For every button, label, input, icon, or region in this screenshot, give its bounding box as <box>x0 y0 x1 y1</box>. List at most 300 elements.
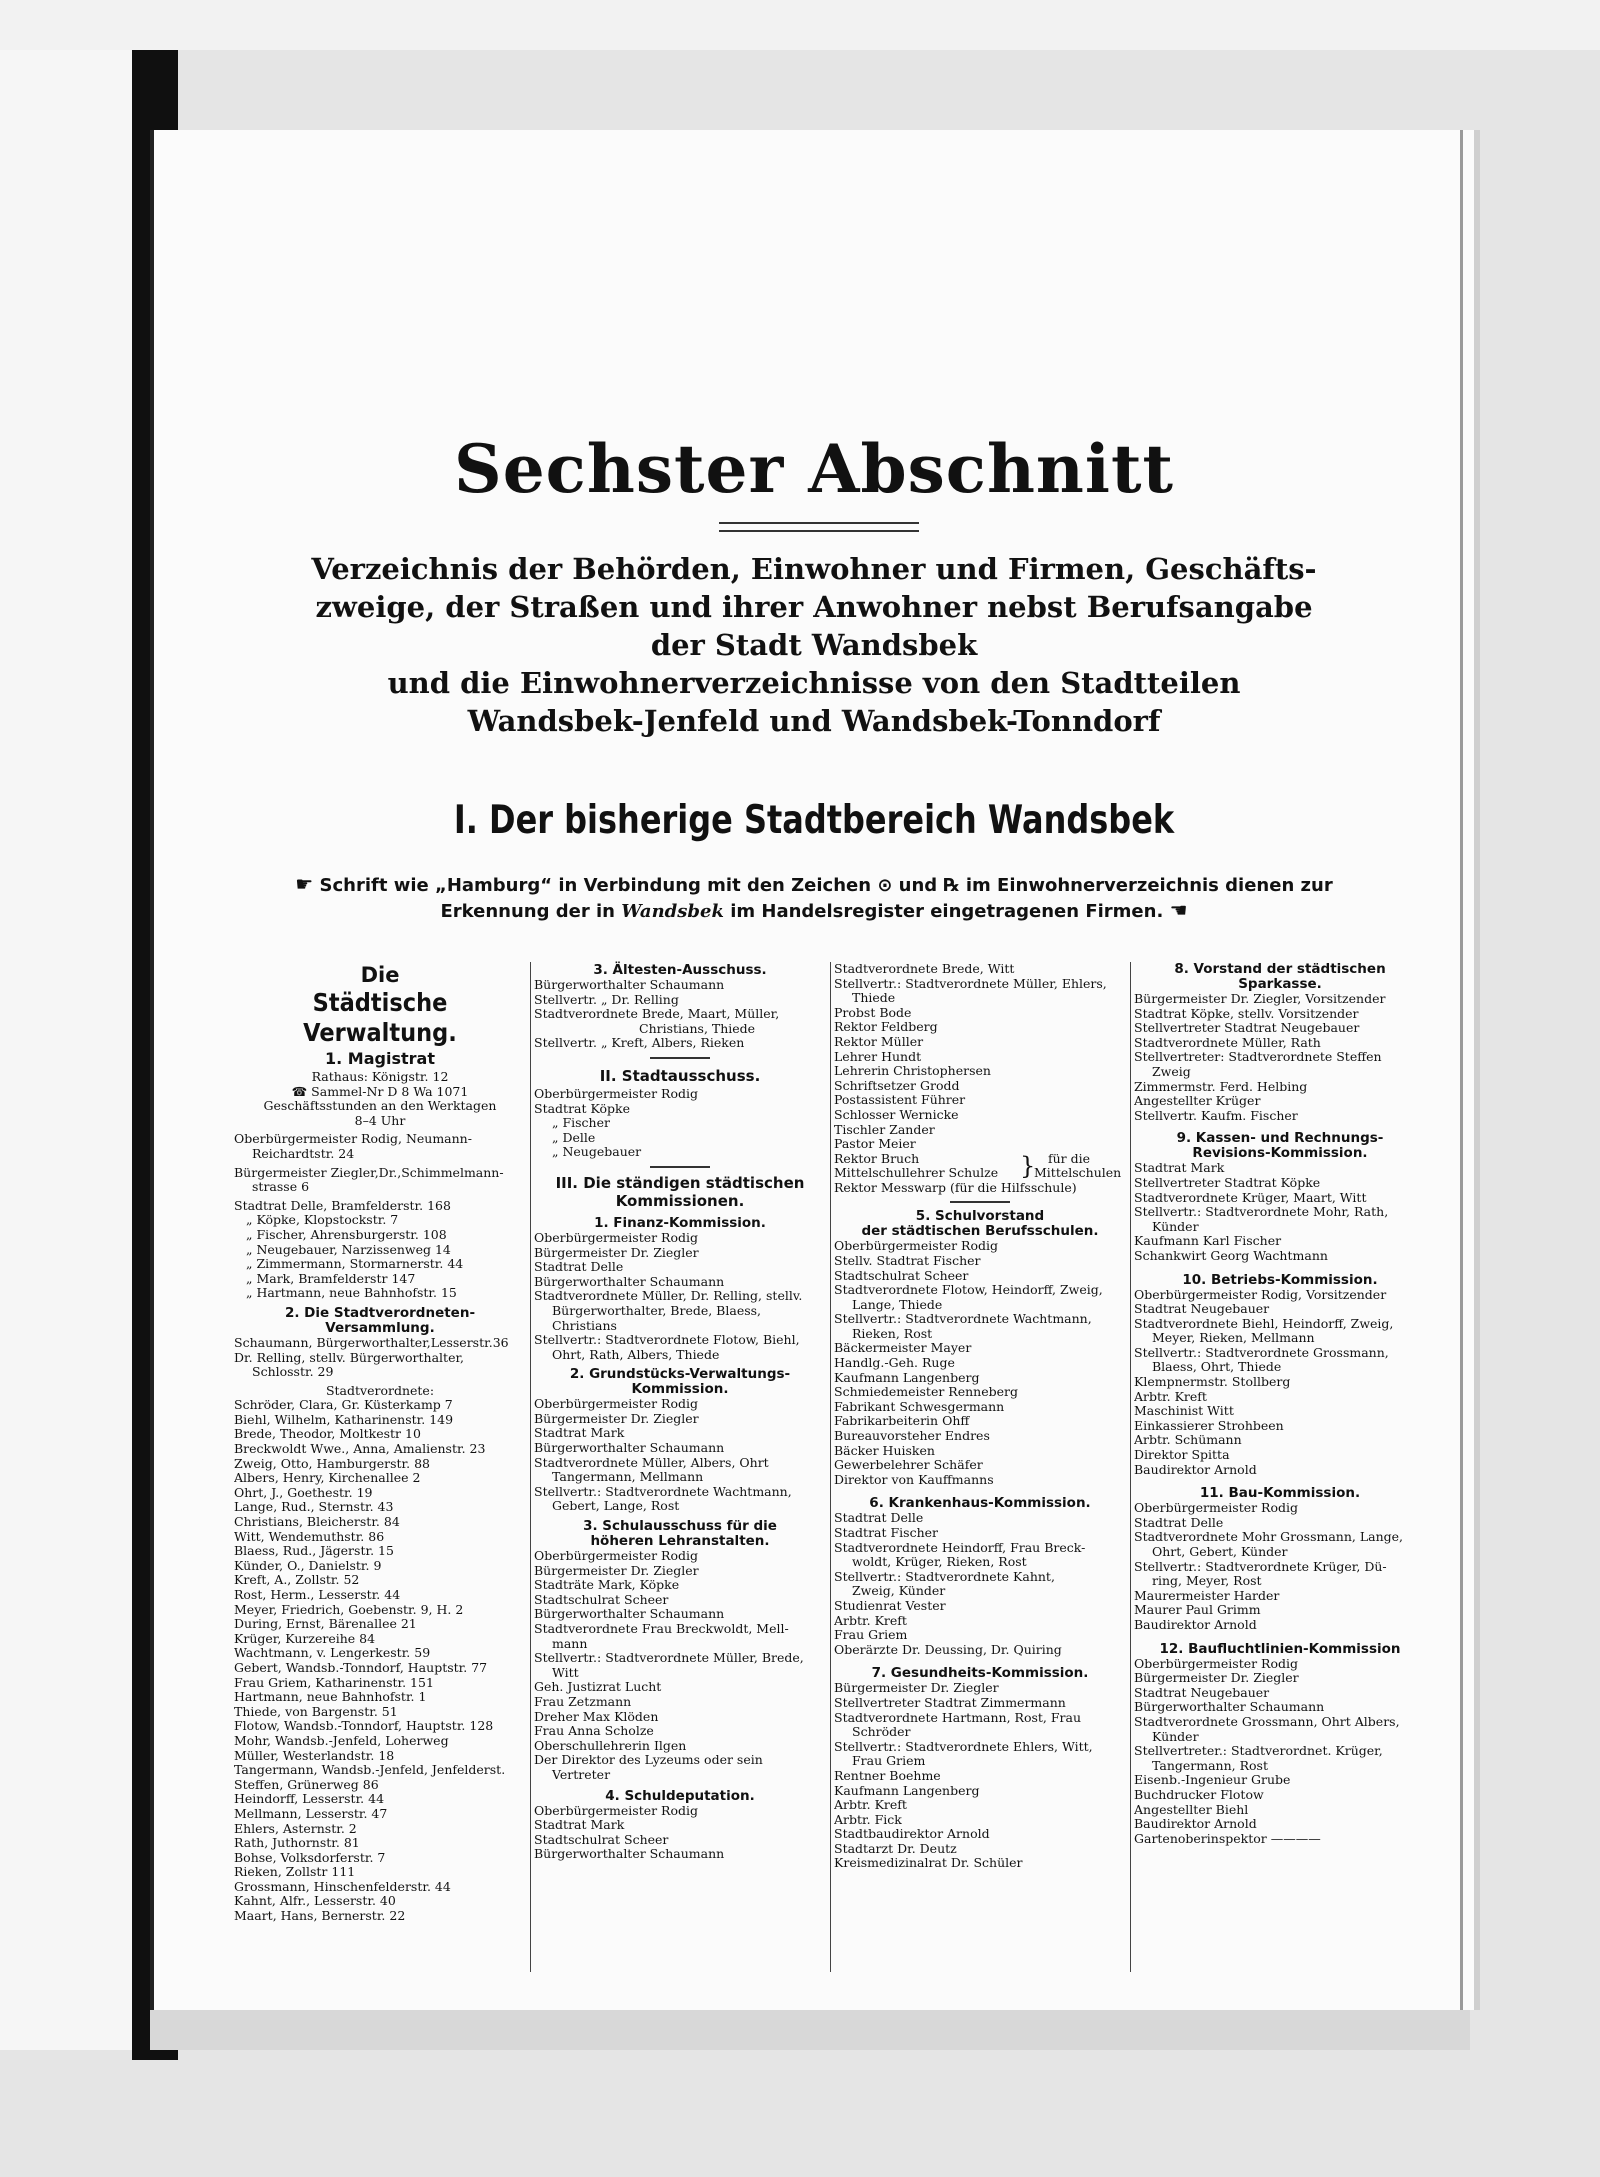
list-item: Blaess, Ohrt, Thiede <box>1152 1360 1282 1375</box>
list-item: „ Fischer, Ahrensburgerstr. 108 <box>246 1227 447 1242</box>
schul-list <box>534 1549 826 1783</box>
list-item: Stadtschulrat Scheer <box>834 1268 969 1283</box>
list-item: Stellvertreter Stadtrat Köpke <box>1134 1175 1321 1190</box>
brace-icon: } <box>1020 1151 1036 1180</box>
list-item: Stadtverordnete Brede, Witt <box>834 962 1015 976</box>
list-item: Frau Griem <box>834 1628 908 1643</box>
heading-line: 5. Schulvorstand <box>915 1208 1045 1225</box>
list-item: Oberbürgermeister Rodig <box>1134 1656 1298 1671</box>
entry-line: Oberbürgermeister Rodig, Neumann- <box>234 1132 472 1147</box>
list-item: Arbtr. Kreft <box>834 1613 907 1628</box>
list-item: Ohrt, J., Goethestr. 19 <box>234 1485 373 1500</box>
heading-krankenhaus-kommission: 6. Krankenhaus-Kommission. <box>869 1495 1091 1512</box>
list-item: Oberbürgermeister Rodig <box>834 1239 998 1254</box>
stadtverordnete-list <box>234 1398 526 1923</box>
heading-line: 8. Vorstand der städtischen <box>1174 961 1386 977</box>
list-item: Oberschullehrerin Ilgen <box>534 1738 687 1753</box>
facing-page-edge <box>0 50 140 2050</box>
list-item: für die <box>1048 1151 1091 1166</box>
title-divider <box>719 522 919 532</box>
grund-list <box>534 1397 826 1514</box>
list-item: „ Delle <box>552 1130 596 1145</box>
list-item: Blaess, Rud., Jägerstr. 15 <box>234 1544 394 1559</box>
list-item: Bürgerworthalter Schaumann <box>534 1274 725 1289</box>
list-item: Müller, Westerlandstr. 18 <box>234 1748 395 1763</box>
list-item: Bohse, Volksdorferstr. 7 <box>234 1850 386 1865</box>
list-item: Bürgerworthalter, Brede, Blaess, <box>552 1303 762 1318</box>
list-item: Kaufmann Langenberg <box>834 1783 980 1798</box>
list-item: Oberbürgermeister Rodig <box>534 1230 698 1245</box>
list-item: Rektor Messwarp (für die Hilfsschule) <box>834 1180 1077 1195</box>
list-item: Heindorff, Lesserstr. 44 <box>234 1792 385 1807</box>
list-item: Maurer Paul Grimm <box>1134 1603 1261 1618</box>
list-item: Zimmermstr. Ferd. Helbing <box>1134 1079 1308 1094</box>
list-item: Stellvertr.: Stadtverordnete Krüger, Dü- <box>1134 1559 1387 1574</box>
list-item: Tangermann, Mellmann <box>552 1470 704 1485</box>
list-item: Stadtbaudirektor Arnold <box>834 1827 990 1842</box>
list-item: Schröder <box>852 1725 911 1740</box>
list-item: Ohrt, Rath, Albers, Thiede <box>552 1347 720 1362</box>
heading-finanz-kommission: 1. Finanz-Kommission. <box>594 1214 766 1231</box>
list-item: Lehrerin Christophersen <box>834 1064 991 1079</box>
list-item: Witt, Wendemuthstr. 86 <box>234 1529 385 1544</box>
list-item: Stellvertr.: Stadtverordnete Flotow, Biehl, <box>534 1333 800 1348</box>
list-item: „ Zimmermann, Stormarnerstr. 44 <box>246 1257 464 1272</box>
intro-line: Rathaus: Königstr. 12 <box>311 1069 449 1084</box>
heading-schulvorstand <box>834 1209 1126 1239</box>
entry-line: Schlosstr. 29 <box>252 1365 334 1380</box>
list-item: Der Direktor des Lyzeums oder sein <box>534 1753 763 1768</box>
list-item: Meyer, Rieken, Mellmann <box>1152 1331 1315 1346</box>
list-item: Rieken, Zollstr 111 <box>234 1865 356 1880</box>
list-item: Baudirektor Arnold <box>1134 1817 1257 1832</box>
typography-note <box>264 872 1364 924</box>
list-item: Stadtrat Delle <box>834 1511 924 1526</box>
list-item: ring, Meyer, Rost <box>1152 1574 1262 1589</box>
list-item: mann <box>552 1636 588 1651</box>
separator-rule <box>650 1166 710 1168</box>
list-item: Mittelschullehrer Schulze <box>834 1166 999 1181</box>
list-item: Bürgerworthalter Schaumann <box>1134 1700 1325 1715</box>
heading-schuldeputation: 4. Schuldeputation. <box>605 1787 755 1804</box>
separator-rule <box>650 1057 710 1059</box>
column-divider <box>830 962 831 1972</box>
list-item: Oberbürgermeister Rodig <box>534 1397 698 1412</box>
heading-line: Kommission. <box>631 1381 729 1398</box>
list-item: „ Fischer <box>552 1116 610 1131</box>
list-item: Schriftsetzer Grodd <box>834 1078 960 1093</box>
heading-line: III. Die ständigen städtischen <box>555 1173 805 1192</box>
list-item: Studienrat Vester <box>834 1598 946 1613</box>
heading-magistrat: 1. Magistrat <box>325 1049 435 1068</box>
chapter-subtitle <box>194 550 1434 740</box>
list-item: Stellvertr.: Stadtverordnete Wachtmann, <box>834 1312 1092 1327</box>
mittelschul-group <box>834 1152 1126 1181</box>
list-item: Stellvertr. Kaufm. Fischer <box>1134 1108 1298 1123</box>
list-item: „ Neugebauer, Narzissenweg 14 <box>246 1242 451 1257</box>
list-item: Angestellter Biehl <box>1134 1802 1249 1817</box>
list-item: Breckwoldt Wwe., Anna, Amalienstr. 23 <box>234 1442 486 1457</box>
list-item: Stadtrat Mark <box>534 1426 625 1441</box>
list-item: Stellv. Stadtrat Fischer <box>834 1253 981 1268</box>
list-item: Stadtverordnete Brede, Maart, Müller, <box>534 1007 780 1022</box>
sparkasse-list <box>1134 992 1426 1123</box>
entry-line: Bürgermeister Ziegler,Dr.,Schimmelmann- <box>234 1165 504 1180</box>
list-item: Tischler Zander <box>834 1122 935 1137</box>
list-item: Frau Griem <box>852 1754 926 1769</box>
list-item: Rost, Herm., Lesserstr. 44 <box>234 1588 401 1602</box>
list-item: Wachtmann, v. Lengerkestr. 59 <box>234 1646 431 1661</box>
pointing-hand-icon: ☚ <box>1169 898 1188 922</box>
heading-line: Versammlung. <box>325 1319 435 1336</box>
note-line-2 <box>264 898 1364 924</box>
list-item: Stadtverordnete Heindorff, Frau Breck- <box>834 1540 1086 1555</box>
list-item: Frau Griem, Katharinenstr. 151 <box>234 1675 434 1690</box>
heading-aeltesten-ausschuss: 3. Ältesten-Ausschuss. <box>593 962 767 978</box>
list-item: Fabrikant Schwesgermann <box>834 1399 1005 1414</box>
list-item: Eisenb.-Ingenieur Grube <box>1134 1773 1291 1788</box>
stadtausschuss-list <box>534 1087 826 1160</box>
list-item: Stadtverordnete Hartmann, Rost, Frau <box>834 1710 1082 1725</box>
heading-sparkasse <box>1134 962 1426 992</box>
list-item: Oberbürgermeister Rodig, Vorsitzender <box>1134 1287 1387 1302</box>
heading-line: Revisions-Kommission. <box>1192 1145 1368 1162</box>
list-item: Stellvertr.: Stadtverordnete Kahnt, <box>834 1569 1055 1584</box>
heading-kommissionen <box>534 1174 826 1210</box>
list-item: Bürgerworthalter Schaumann <box>534 1847 725 1862</box>
heading-line: 9. Kassen- und Rechnungs- <box>1176 1130 1384 1147</box>
list-item: Stadtverordnete Müller, Albers, Ohrt <box>534 1455 769 1470</box>
chapter-title: Sechster Abschnitt <box>454 430 1174 508</box>
column-1 <box>234 962 526 2092</box>
list-item: Künder <box>1152 1219 1199 1234</box>
list-item: Stadtverordnete Biehl, Heindorff, Zweig, <box>1134 1316 1394 1331</box>
list-item: Stellvertr.: Stadtverordnete Mohr, Rath, <box>1134 1205 1389 1220</box>
list-item: Dreher Max Klöden <box>534 1709 659 1724</box>
heading-line: 2. Grundstücks-Verwaltungs- <box>569 1366 791 1383</box>
list-item: Oberbürgermeister Rodig <box>1134 1501 1298 1516</box>
list-item: Kahnt, Alfr., Lesserstr. 40 <box>234 1894 396 1909</box>
list-item: Bäckermeister Mayer <box>834 1341 972 1356</box>
list-item: Rath, Juthornstr. 81 <box>234 1836 360 1851</box>
list-item: Pastor Meier <box>834 1137 916 1152</box>
list-item: Stadtrat Mark <box>1134 1161 1225 1176</box>
magistrat-intro <box>234 1070 526 1128</box>
list-item: Grossmann, Hinschenfelderstr. 44 <box>234 1879 451 1894</box>
list-item: Lange, Rud., Sternstr. 43 <box>234 1500 394 1515</box>
list-item: Arbtr. Kreft <box>834 1798 907 1813</box>
finanz-list <box>534 1231 826 1362</box>
list-item: Stadtverordnete Müller, Rath <box>1134 1035 1321 1050</box>
list-item: Direktor Spitta <box>1134 1448 1230 1463</box>
list-item: Stellvertr.: Stadtverordnete Wachtmann, <box>534 1484 792 1499</box>
entry-line: Reichardtstr. 24 <box>252 1146 355 1161</box>
list-item: Gartenoberinspektor ———— <box>1134 1831 1321 1846</box>
list-item: Maurermeister Harder <box>1134 1588 1280 1603</box>
aeltesten-list <box>534 978 826 1051</box>
list-item: Lange, Thiede <box>852 1297 943 1312</box>
list-item: Bürgermeister Dr. Ziegler <box>534 1563 699 1578</box>
note-italic-word: Wandsbek <box>621 901 724 922</box>
list-item: Albers, Henry, Kirchenallee 2 <box>234 1471 421 1486</box>
list-item: Zweig <box>1152 1064 1191 1079</box>
page-right-edge <box>1460 130 1463 2010</box>
list-item: Künder <box>1152 1729 1199 1744</box>
list-item: Stadtrat Fischer <box>834 1526 938 1540</box>
subtitle-line: Wandsbek-Jenfeld und Wandsbek-Tonndorf <box>467 704 1161 738</box>
column-2 <box>534 962 826 2092</box>
list-item: Stadtverordnete Mohr Grossmann, Lange, <box>1134 1530 1404 1545</box>
list-item: Biehl, Wilhelm, Katharinenstr. 149 <box>234 1412 454 1427</box>
heading-gesundheits-kommission: 7. Gesundheits-Kommission. <box>871 1665 1089 1682</box>
list-item: Geh. Justizrat Lucht <box>534 1680 662 1695</box>
list-item: Gebert, Wandsb.-Tonndorf, Hauptstr. 77 <box>234 1660 488 1675</box>
list-item: Stadtrat Köpke, stellv. Vorsitzender <box>1134 1006 1359 1021</box>
list-item: Stadtarzt Dr. Deutz <box>834 1841 957 1856</box>
schulvorstand-list <box>834 1239 1126 1487</box>
deputation-list <box>534 1804 826 1862</box>
list-item: Postassistent Führer <box>834 1093 966 1108</box>
entry-line: Schaumann, Bürgerworthalter,Lesserstr.36 <box>234 1335 509 1350</box>
list-item: Fabrikarbeiterin Ohff <box>834 1414 970 1429</box>
list-item: Kreft, A., Zollstr. 52 <box>234 1573 360 1588</box>
intro-line: 8–4 Uhr <box>354 1112 406 1128</box>
list-item: Schmiedemeister Renneberg <box>834 1385 1018 1400</box>
list-item: Christians, Thiede <box>639 1021 756 1036</box>
subtitle-line: und die Einwohnerverzeichnisse von den Stadtteilen <box>387 666 1241 700</box>
pointing-hand-icon: ☛ <box>295 872 314 896</box>
list-item: Bürgermeister Dr. Ziegler <box>834 1681 999 1696</box>
heading-die: Die <box>360 963 400 987</box>
list-item: Gebert, Lange, Rost <box>552 1499 680 1514</box>
heading-stadtausschuss: II. Stadtausschuss. <box>599 1066 761 1085</box>
list-item: Bäcker Huisken <box>834 1443 935 1458</box>
list-item: Oberärzte Dr. Deussing, Dr. Quiring <box>834 1642 1062 1657</box>
list-item: Ehlers, Asternstr. 2 <box>234 1821 357 1836</box>
list-item: Kreismedizinalrat Dr. Schüler <box>834 1856 1023 1871</box>
list-item: Oberbürgermeister Rodig <box>534 1803 698 1818</box>
betriebs-list <box>1134 1288 1426 1478</box>
heading-line: 3. Schulausschuss für die <box>583 1518 777 1535</box>
list-item: „ Köpke, Klopstockstr. 7 <box>246 1213 399 1228</box>
heading-line: der städtischen Berufsschulen. <box>861 1223 1099 1240</box>
list-item: Kaufmann Karl Fischer <box>1134 1234 1282 1249</box>
list-item: Rektor Feldberg <box>834 1020 938 1035</box>
oberbuergermeister-entry <box>234 1132 526 1161</box>
list-item: Maart, Hans, Bernerstr. 22 <box>234 1909 406 1924</box>
list-item: Mohr, Wandsb.-Jenfeld, Loherweg <box>234 1733 449 1748</box>
list-item: Stadtverordnete Grossmann, Ohrt Albers, <box>1134 1714 1400 1729</box>
heading-line: höheren Lehranstalten. <box>590 1533 770 1550</box>
heading-betriebs-kommission: 10. Betriebs-Kommission. <box>1182 1271 1378 1288</box>
list-item: Mittelschulen <box>1034 1166 1122 1181</box>
list-item: Hartmann, neue Bahnhofstr. 1 <box>234 1690 427 1705</box>
list-item: Künder, O., Danielstr. 9 <box>234 1558 382 1573</box>
list-item: Krüger, Kurzereihe 84 <box>234 1631 376 1646</box>
list-item: „ Mark, Bramfelderstr 147 <box>246 1271 416 1286</box>
note-text-2a: Erkennung der in <box>440 901 615 922</box>
list-item: „ Hartmann, neue Bahnhofstr. 15 <box>246 1286 457 1301</box>
list-item: Bürgermeister Dr. Ziegler <box>534 1245 699 1260</box>
list-item: Stadtrat Delle, Bramfelderstr. 168 <box>234 1198 451 1213</box>
heading-bau-kommission: 11. Bau-Kommission. <box>1199 1485 1361 1502</box>
list-item: Tangermann, Rost <box>1152 1758 1268 1773</box>
list-item: Stadtschulrat Scheer <box>534 1592 669 1607</box>
list-item: Baudirektor Arnold <box>1134 1462 1257 1477</box>
list-item: Schlosser Wernicke <box>834 1107 959 1122</box>
list-item: Brede, Theodor, Moltkestr 10 <box>234 1427 421 1442</box>
kranken-list <box>834 1511 1126 1657</box>
list-item: Bureauvorsteher Endres <box>834 1429 990 1444</box>
list-item: Stadtrat Mark <box>534 1818 625 1833</box>
list-item: Lehrer Hundt <box>834 1049 922 1064</box>
list-item: Rieken, Rost <box>852 1326 933 1341</box>
list-item: Stadtverordnete Müller, Dr. Relling, stellv. <box>534 1289 803 1304</box>
list-item: Bürgerworthalter Schaumann <box>534 1607 725 1622</box>
heading-line: Kommissionen. <box>615 1191 745 1210</box>
schuldeputation-continued <box>834 962 1126 1195</box>
intro-line: ☎ Sammel-Nr D 8 Wa 1071 <box>291 1083 469 1099</box>
list-item: Stadtrat Köpke <box>534 1101 630 1116</box>
list-item: Stellvertr.: Stadtverordnete Ehlers, Witt, <box>834 1739 1093 1754</box>
list-item: Handlg.-Geh. Ruge <box>834 1356 955 1371</box>
list-item: Bürgerworthalter Schaumann <box>534 978 725 992</box>
list-item: Thiede, von Bargenstr. 51 <box>234 1704 398 1719</box>
baufluchtlinien-list <box>1134 1657 1426 1847</box>
vorsteher-entry <box>234 1336 526 1380</box>
list-item: Stellvertr.: Stadtverordnete Müller, Ehlers, <box>834 976 1107 991</box>
heading-staedtische-verwaltung: Städtische Verwaltung. <box>303 988 457 1047</box>
list-item: Stadtrat Delle <box>534 1260 624 1275</box>
note-text-2b: im Handelsregister eingetragenen Firmen. <box>730 901 1164 922</box>
list-item: Zweig, Künder <box>852 1584 946 1599</box>
kassen-list <box>1134 1161 1426 1263</box>
list-item: During, Ernst, Bärenallee 21 <box>234 1617 417 1632</box>
column-divider <box>1130 962 1131 1972</box>
list-item: Christians, Bleicherstr. 84 <box>234 1515 400 1530</box>
subtitle-line: zweige, der Straßen und ihrer Anwohner nebst Berufsangabe <box>315 590 1313 624</box>
list-item: Schankwirt Georg Wachtmann <box>1134 1248 1328 1263</box>
list-item: Stellvertreter: Stadtverordnete Steffen <box>1134 1050 1382 1065</box>
page-content <box>194 130 1434 2010</box>
list-item: woldt, Krüger, Rieken, Rost <box>852 1555 1027 1570</box>
column-4 <box>1134 962 1426 2092</box>
heading-stadtverordneten <box>234 1306 526 1336</box>
list-item: Bürgerworthalter Schaumann <box>534 1441 725 1456</box>
list-item: Frau Anna Scholze <box>534 1724 654 1739</box>
list-item: Kaufmann Langenberg <box>834 1370 980 1385</box>
list-item: Buchdrucker Flotow <box>1134 1787 1264 1802</box>
list-item: Stadtverordnete Krüger, Maart, Witt <box>1134 1190 1367 1205</box>
subtitle-line: Verzeichnis der Behörden, Einwohner und Firmen, Geschäfts- <box>311 552 1317 586</box>
list-item: „ Neugebauer <box>552 1145 642 1160</box>
list-item: Oberbürgermeister Rodig <box>534 1549 698 1564</box>
list-item: Stellvertreter Stadtrat Zimmermann <box>834 1695 1066 1710</box>
list-item: Stadtverordnete Frau Breckwoldt, Mell- <box>534 1622 789 1636</box>
list-item: Stellvertr.: Stadtverordnete Müller, Brede, <box>534 1651 804 1666</box>
heading-schulausschuss <box>534 1519 826 1549</box>
list-item: Baudirektor Arnold <box>1134 1617 1257 1632</box>
list-item: Arbtr. Schümann <box>1134 1433 1242 1448</box>
buergermeister-entry <box>234 1166 526 1195</box>
note-text-1: Schrift wie „Hamburg“ in Verbindung mit den Zeichen ⊙ und ℞ im Einwohnerverzeichnis dienen zur <box>319 875 1333 896</box>
list-item: Maschinist Witt <box>1134 1404 1234 1419</box>
list-item: Stadträte Mark, Köpke <box>534 1578 680 1593</box>
entry-line: Dr. Relling, stellv. Bürgerworthalter, <box>234 1350 465 1365</box>
list-item: Steffen, Grünerweg 86 <box>234 1777 379 1792</box>
heading-baufluchtlinien-kommission: 12. Baufluchtlinien-Kommission <box>1159 1640 1401 1657</box>
directory-columns <box>234 962 1414 2092</box>
list-item: Stellvertr. „ Kreft, Albers, Rieken <box>534 1036 745 1051</box>
list-item: Schröder, Clara, Gr. Küsterkamp 7 <box>234 1398 453 1413</box>
separator-rule <box>950 1201 1010 1203</box>
list-item: Stadtrat Delle <box>1134 1515 1224 1530</box>
column-3 <box>834 962 1126 2092</box>
list-item: Probst Bode <box>834 1005 912 1020</box>
list-item: Thiede <box>852 991 896 1006</box>
list-item: Stadtverordnete Flotow, Heindorff, Zweig, <box>834 1283 1103 1298</box>
list-item: Klempnermstr. Stollberg <box>1134 1375 1291 1390</box>
gesundheit-list <box>834 1681 1126 1871</box>
list-item: Mellmann, Lesserstr. 47 <box>234 1806 388 1821</box>
intro-line: Geschäftsstunden an den Werktagen <box>263 1098 497 1114</box>
stadtverordnete-label: Stadtverordnete: <box>325 1382 435 1398</box>
list-item: Christians <box>552 1318 617 1333</box>
list-item: Stadtrat Neugebauer <box>1134 1685 1270 1700</box>
list-item: Flotow, Wandsb.-Tonndorf, Hauptstr. 128 <box>234 1719 494 1734</box>
note-line-1 <box>264 872 1364 898</box>
section-title: I. Der bisherige Stadtbereich Wandsbek <box>453 798 1175 843</box>
list-item: Stellvertr. „ Dr. Relling <box>534 992 679 1007</box>
list-item: Rektor Bruch <box>834 1151 920 1166</box>
stadtraete-list <box>234 1199 526 1301</box>
list-item: Stadtrat Neugebauer <box>1134 1302 1270 1317</box>
document-page <box>150 130 1474 2010</box>
list-item: Stadtschulrat Scheer <box>534 1832 669 1847</box>
list-item: Einkassierer Strohbeen <box>1134 1418 1284 1433</box>
heading-kassen-kommission <box>1134 1131 1426 1161</box>
list-item: Oberbürgermeister Rodig <box>534 1086 698 1101</box>
heading-line: Sparkasse. <box>1238 976 1322 992</box>
list-item: Tangermann, Wandsb.-Jenfeld, Jenfelderst. <box>234 1763 506 1778</box>
list-item: Bürgermeister Dr. Ziegler <box>1134 1671 1299 1686</box>
list-item: Rentner Boehme <box>834 1768 941 1783</box>
list-item: Zweig, Otto, Hamburgerstr. 88 <box>234 1456 430 1471</box>
list-item: Frau Zetzmann <box>534 1694 632 1709</box>
list-item: Stellvertreter Stadtrat Neugebauer <box>1134 1021 1360 1036</box>
subtitle-line: der Stadt Wandsbek <box>650 628 978 662</box>
entry-line: strasse 6 <box>252 1180 310 1195</box>
list-item: Bürgermeister Dr. Ziegler <box>534 1411 699 1426</box>
list-item: Angestellter Krüger <box>1134 1094 1261 1109</box>
list-item: Witt <box>552 1665 579 1680</box>
list-item: Stellvertr.: Stadtverordnete Grossmann, <box>1134 1345 1389 1360</box>
heading-line: 2. Die Stadtverordneten- <box>284 1304 476 1321</box>
column-divider <box>530 962 531 1972</box>
list-item: Rektor Müller <box>834 1034 924 1049</box>
list-item: Arbtr. Fick <box>834 1812 902 1827</box>
heading-grundstuecks-kommission <box>534 1367 826 1397</box>
list-item: Ohrt, Gebert, Künder <box>1152 1545 1288 1559</box>
list-item: Stellvertreter.: Stadtverordnet. Krüger, <box>1134 1744 1383 1759</box>
list-item: Direktor von Kauffmanns <box>834 1472 994 1487</box>
scan-top-band <box>0 0 1600 50</box>
list-item: Meyer, Friedrich, Goebenstr. 9, H. 2 <box>234 1602 464 1617</box>
list-item: Vertreter <box>552 1767 611 1782</box>
bau-list <box>1134 1501 1426 1632</box>
list-item: Arbtr. Kreft <box>1134 1389 1207 1404</box>
list-item: Gewerbelehrer Schäfer <box>834 1458 983 1473</box>
